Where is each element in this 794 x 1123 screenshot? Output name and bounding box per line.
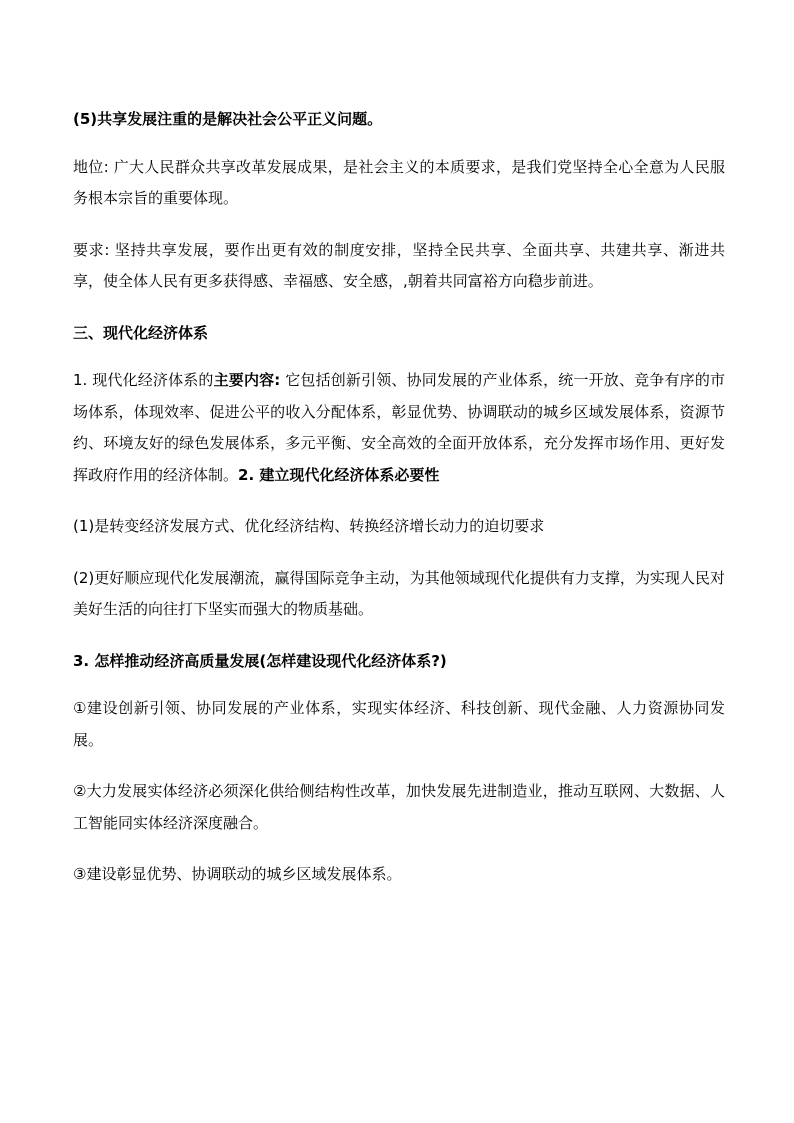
- measure-3: ③建设彰显优势、协调联动的城乡区域发展体系。: [73, 865, 402, 883]
- section-5-heading: (5)共享发展注重的是解决社会公平正义问题。: [73, 110, 383, 128]
- item-3-heading: 3. 怎样推动经济高质量发展(怎样建设现代化经济体系?): [73, 651, 447, 670]
- document-page: [73, 104, 725, 911]
- measure-2: ②大力发展实体经济必须深化供给侧结构性改革，加快发展先进制造业，推动互联网、大数据、人工智能同实体经济深度融合。: [73, 782, 725, 832]
- section-3-heading: 三、现代化经济体系: [73, 323, 209, 342]
- requirement-paragraph: 要求: 坚持共享发展，要作出更有效的制度安排，坚持全民共享、全面共享、共建共享、渐进共享，使全体人民有更多获得感、幸福感、安全感，,朝着共同富裕方向稳步前进。: [73, 240, 725, 290]
- item-1-bold-label: 主要内容:: [213, 371, 281, 389]
- necessity-1: (1)是转变经济发展方式、优化经济结构、转换经济增长动力的迫切要求: [73, 517, 545, 535]
- necessity-2: (2)更好顺应现代化发展潮流，赢得国际竞争主动，为其他领域现代化提供有力支撑，为实现人民对美好生活的向往打下坚实而强大的物质基础。: [73, 568, 725, 618]
- item-2-inline-heading: 2. 建立现代化经济体系必要性: [238, 465, 440, 484]
- measure-1: ①建设创新引领、协同发展的产业体系，实现实体经济、科技创新、现代金融、人力资源协同发展。: [73, 699, 725, 749]
- item-1-body: 它包括创新引领、协同发展的产业体系，统一开放、竞争有序的市场体系，体现效率、促进公平的收入分配体系，彰显优势、协调联动的城乡区域发展体系，资源节约、环境友好的绿色发展体系，多元平衡、安全高效的全面开放体系，充分发挥市场作用、更好发挥政府作用的经济体制。: [73, 371, 725, 484]
- item-1-prefix: 1. 现代化经济体系的: [73, 371, 214, 389]
- item-1-paragraph: [73, 365, 725, 491]
- position-paragraph: 地位: 广大人民群众共享改革发展成果，是社会主义的本质要求，是我们党坚持全心全意为人民服务根本宗旨的重要体现。: [73, 157, 725, 207]
